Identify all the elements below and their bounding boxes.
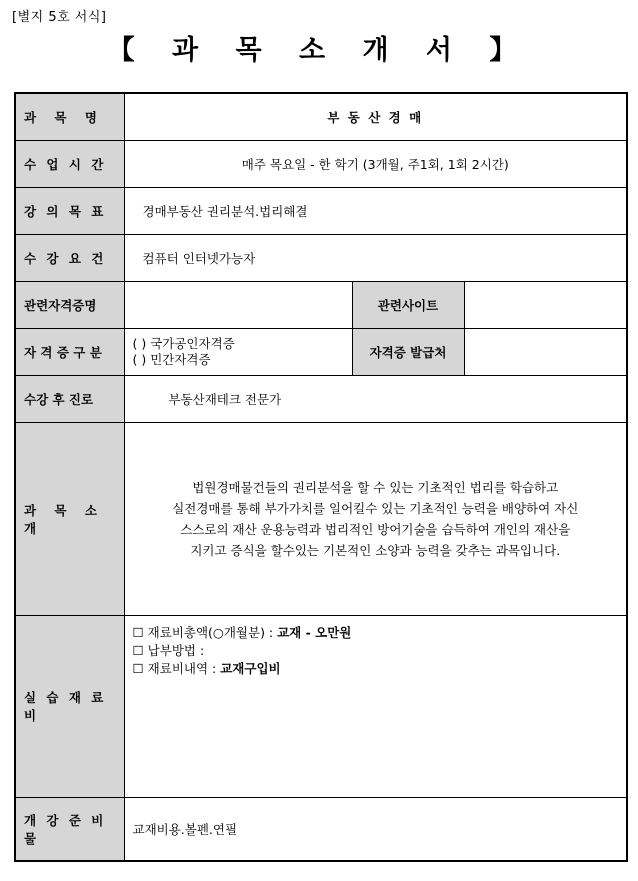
introduction-label: 과 목 소 개 bbox=[15, 422, 124, 615]
materials-payment-label: ☐ 납부방법 : bbox=[132, 642, 205, 658]
requirements-label: 수 강 요 건 bbox=[15, 234, 124, 281]
requirements-value: 컴퓨터 인터넷가능자 bbox=[124, 234, 627, 281]
course-goal-label: 강 의 목 표 bbox=[15, 187, 124, 234]
cert-option-national: ( ) 국가공인자격증 bbox=[132, 335, 235, 351]
related-site-label: 관련사이트 bbox=[352, 281, 464, 328]
course-goal-value: 경매부동산 권리분석.법리해결 bbox=[124, 187, 627, 234]
cert-issuer-label: 자격증 발급처 bbox=[352, 328, 464, 375]
row-subject-name bbox=[15, 93, 627, 140]
subject-name-value: 부 동 산 경 매 bbox=[124, 93, 627, 140]
career-label: 수강 후 진로 bbox=[15, 375, 124, 422]
row-prep bbox=[15, 797, 627, 861]
row-cert-type bbox=[15, 328, 627, 375]
row-requirements bbox=[15, 234, 627, 281]
prep-label: 개 강 준 비 물 bbox=[15, 797, 124, 861]
row-materials bbox=[15, 615, 627, 797]
class-time-value: 매주 목요일 - 한 학기 (3개월, 주1회, 1회 2시간) bbox=[124, 140, 627, 187]
career-value: 부동산재테크 전문가 bbox=[124, 375, 627, 422]
materials-payment-line bbox=[133, 642, 627, 660]
related-site-value bbox=[464, 281, 627, 328]
cert-option-private: ( ) 민간자격증 bbox=[132, 351, 211, 367]
subject-name-label: 과 목 명 bbox=[15, 93, 124, 140]
related-cert-value bbox=[124, 281, 352, 328]
prep-value: 교재비용.볼펜.연필 bbox=[124, 797, 627, 861]
materials-label: 실 습 재 료 비 bbox=[15, 615, 124, 797]
introduction-line: 지키고 증식을 할수있는 기본적인 소양과 능력을 갖추는 과목입니다. bbox=[190, 542, 561, 558]
course-intro-table bbox=[14, 92, 628, 862]
materials-total-label: ☐ 재료비총액(○개월분) : bbox=[132, 624, 274, 640]
materials-total-line bbox=[133, 624, 627, 642]
materials-detail-label: ☐ 재료비내역 : bbox=[132, 660, 217, 676]
materials-details bbox=[124, 615, 627, 797]
row-class-time bbox=[15, 140, 627, 187]
materials-detail-value: 교재구입비 bbox=[220, 660, 281, 676]
materials-detail-line bbox=[133, 660, 627, 678]
introduction-line: 법원경매물건들의 권리분석을 할 수 있는 기초적인 법리를 학습하고 bbox=[192, 479, 559, 495]
document-title: 【 과 목 소 개 서 】 bbox=[107, 35, 531, 66]
form-number-label: [별지 5호 서식] bbox=[12, 10, 107, 25]
row-related-cert bbox=[15, 281, 627, 328]
materials-total-value: 교재 - 오만원 bbox=[277, 624, 352, 640]
row-career bbox=[15, 375, 627, 422]
related-cert-label: 관련자격증명 bbox=[15, 281, 124, 328]
cert-type-options bbox=[124, 328, 352, 375]
introduction-line: 스스로의 재산 운용능력과 법리적인 방어기술을 습득하여 개인의 재산을 bbox=[180, 521, 571, 537]
cert-type-label: 자 격 증 구 분 bbox=[15, 328, 124, 375]
row-course-goal bbox=[15, 187, 627, 234]
class-time-label: 수 업 시 간 bbox=[15, 140, 124, 187]
introduction-text bbox=[124, 422, 627, 615]
row-introduction bbox=[15, 422, 627, 615]
introduction-line: 실전경매를 통해 부가가치를 일어킬수 있는 기초적인 능력을 배양하여 자신 bbox=[172, 500, 579, 516]
cert-issuer-value bbox=[464, 328, 627, 375]
